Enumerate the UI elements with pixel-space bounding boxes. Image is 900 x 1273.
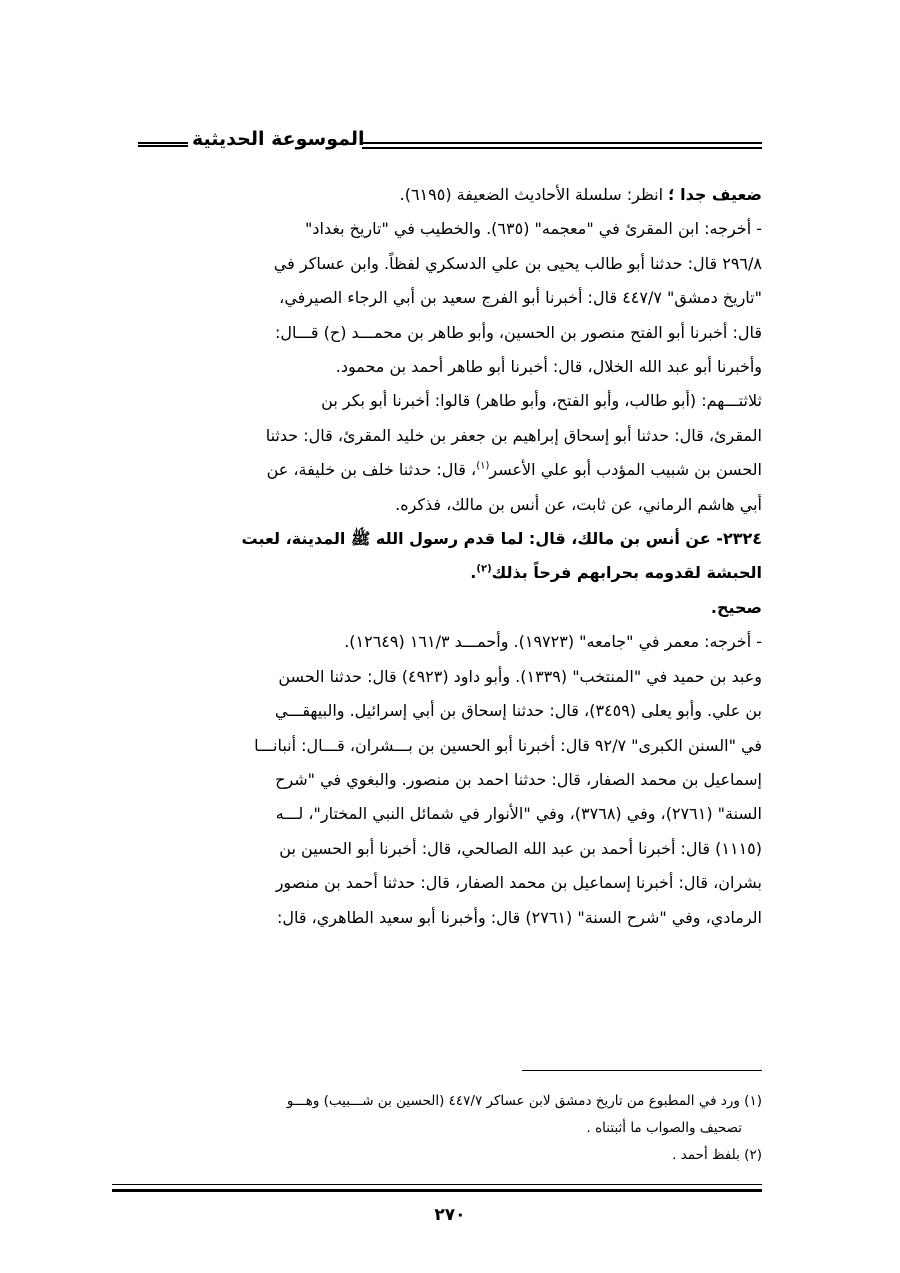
text-line: ٢٩٦/٨ قال: حدثنا أبو طالب يحيى بن علي الدسكري لفظاً. وابن عساكر في <box>273 253 762 273</box>
header-rule-short <box>138 142 188 147</box>
text-span: . <box>470 563 477 583</box>
text-line: "تاريخ دمشق" ٤٤٧/٧ قال: أخبرنا أبو الفرج سعيد بن أبي الرجاء الصيرفي، <box>279 288 762 308</box>
text-line: - أخرجه: ابن المقرئ في "معجمه" (٦٣٥). والخطيب في "تاريخ بغداد" <box>305 219 762 239</box>
footnote-1-continued: تصحيف والصواب ما أثبتناه . <box>586 1120 742 1136</box>
text-line: وأخبرنا أبو عبد الله الخلال، قال: أخبرنا أبو طاهر أحمد بن محمود. <box>335 357 762 377</box>
text-line: السنة" (٢٧٦١)، وفي (٣٧٦٨)، وفي "الأنوار في شمائل النبي المختار"، لـــه <box>275 804 762 824</box>
text-span: الحبشة لقدومه بحرابهم فرحاً بذلك <box>491 563 762 583</box>
text-line <box>132 178 762 212</box>
text-line: قال: أخبرنا أبو الفتح منصور بن الحسين، وأبو طاهر بن محمـــد (ح) قـــال: <box>274 322 762 342</box>
text-line: وعبد بن حميد في "المنتخب" (١٣٣٩). وأبو داود (٤٩٢٣) قال: حدثنا الحسن <box>278 666 762 686</box>
text-line: ثلاثتـــهم: (أبو طالب، وأبو الفتح، وأبو طاهر) قالوا: أخبرنا أبو بكر بن <box>321 391 762 411</box>
footnote-separator <box>522 1070 762 1071</box>
footnote-2: (٢) بلفظ أحمد . <box>672 1147 762 1163</box>
text-line: المقرئ، قال: حدثنا أبو إسحاق إبراهيم بن جعفر بن خليد المقرئ، قال: حدثنا <box>265 425 762 445</box>
text-line: (١١١٥) قال: أخبرنا أحمد بن عبد الله الصالحي، قال: أخبرنا أبو الحسين بن <box>279 838 762 858</box>
footer-rule <box>112 1184 762 1192</box>
header-title: الموسوعة الحديثية <box>192 128 365 150</box>
hadith-text <box>132 556 762 590</box>
header-rule-long <box>362 142 762 149</box>
footnote-ref-2: (٢) <box>476 564 492 576</box>
footnote-1: (١) ورد في المطبوع من تاريخ دمشق لابن عساكر ٤٤٧/٧ (الحسين بن شـــبيب) وهـــو <box>286 1093 762 1109</box>
running-header <box>138 128 762 162</box>
text-line: - أخرجه: معمر في "جامعه" (١٩٧٢٣). وأحمـــد ١٦١/٣ (١٢٦٤٩). <box>344 632 762 652</box>
text-line: بن علي. وأبو يعلى (٣٤٥٩)، قال: حدثنا إسحاق بن أبي إسرائيل. والبيهقـــي <box>274 701 762 721</box>
main-text <box>132 178 762 935</box>
text-line: أبي هاشم الرماني، عن ثابت، عن أنس بن مالك، فذكره. <box>395 494 762 514</box>
text-line: بشران، قال: أخبرنا إسماعيل بن محمد الصفار، قال: حدثنا أحمد بن منصور <box>275 873 762 893</box>
footnote-ref-1: (١) <box>476 460 490 472</box>
footnotes <box>134 1088 762 1169</box>
text-span: الحسن بن شبيب المؤدب أبو علي الأعسر <box>489 460 762 480</box>
text-line: في "السنن الكبرى" ٩٢/٧ قال: أخبرنا أبو الحسين بن بـــشران، قـــال: أنبانـــا <box>254 735 762 755</box>
hadith-text: ٢٣٢٤- عن أنس بن مالك، قال: لما قدم رسول الله ﷺ المدينة، لعبت <box>241 529 762 549</box>
page-number: ٢٧٠ <box>434 1205 466 1225</box>
grade-label: صحيح. <box>710 597 762 617</box>
text-span: ، قال: حدثنا خلف بن خليفة، عن <box>266 460 477 480</box>
text-line: الرمادي، وفي "شرح السنة" (٢٧٦١) قال: وأخبرنا أبو سعيد الطاهري، قال: <box>276 907 762 927</box>
text-line <box>132 453 762 487</box>
text-line: إسماعيل بن محمد الصفار، قال: حدثنا احمد بن منصور. والبغوي في "شرح <box>275 769 762 789</box>
text-span: انظر: سلسلة الأحاديث الضعيفة (٦١٩٥). <box>399 185 669 204</box>
grade-label: ضعيف جدا ؛ <box>668 185 762 204</box>
